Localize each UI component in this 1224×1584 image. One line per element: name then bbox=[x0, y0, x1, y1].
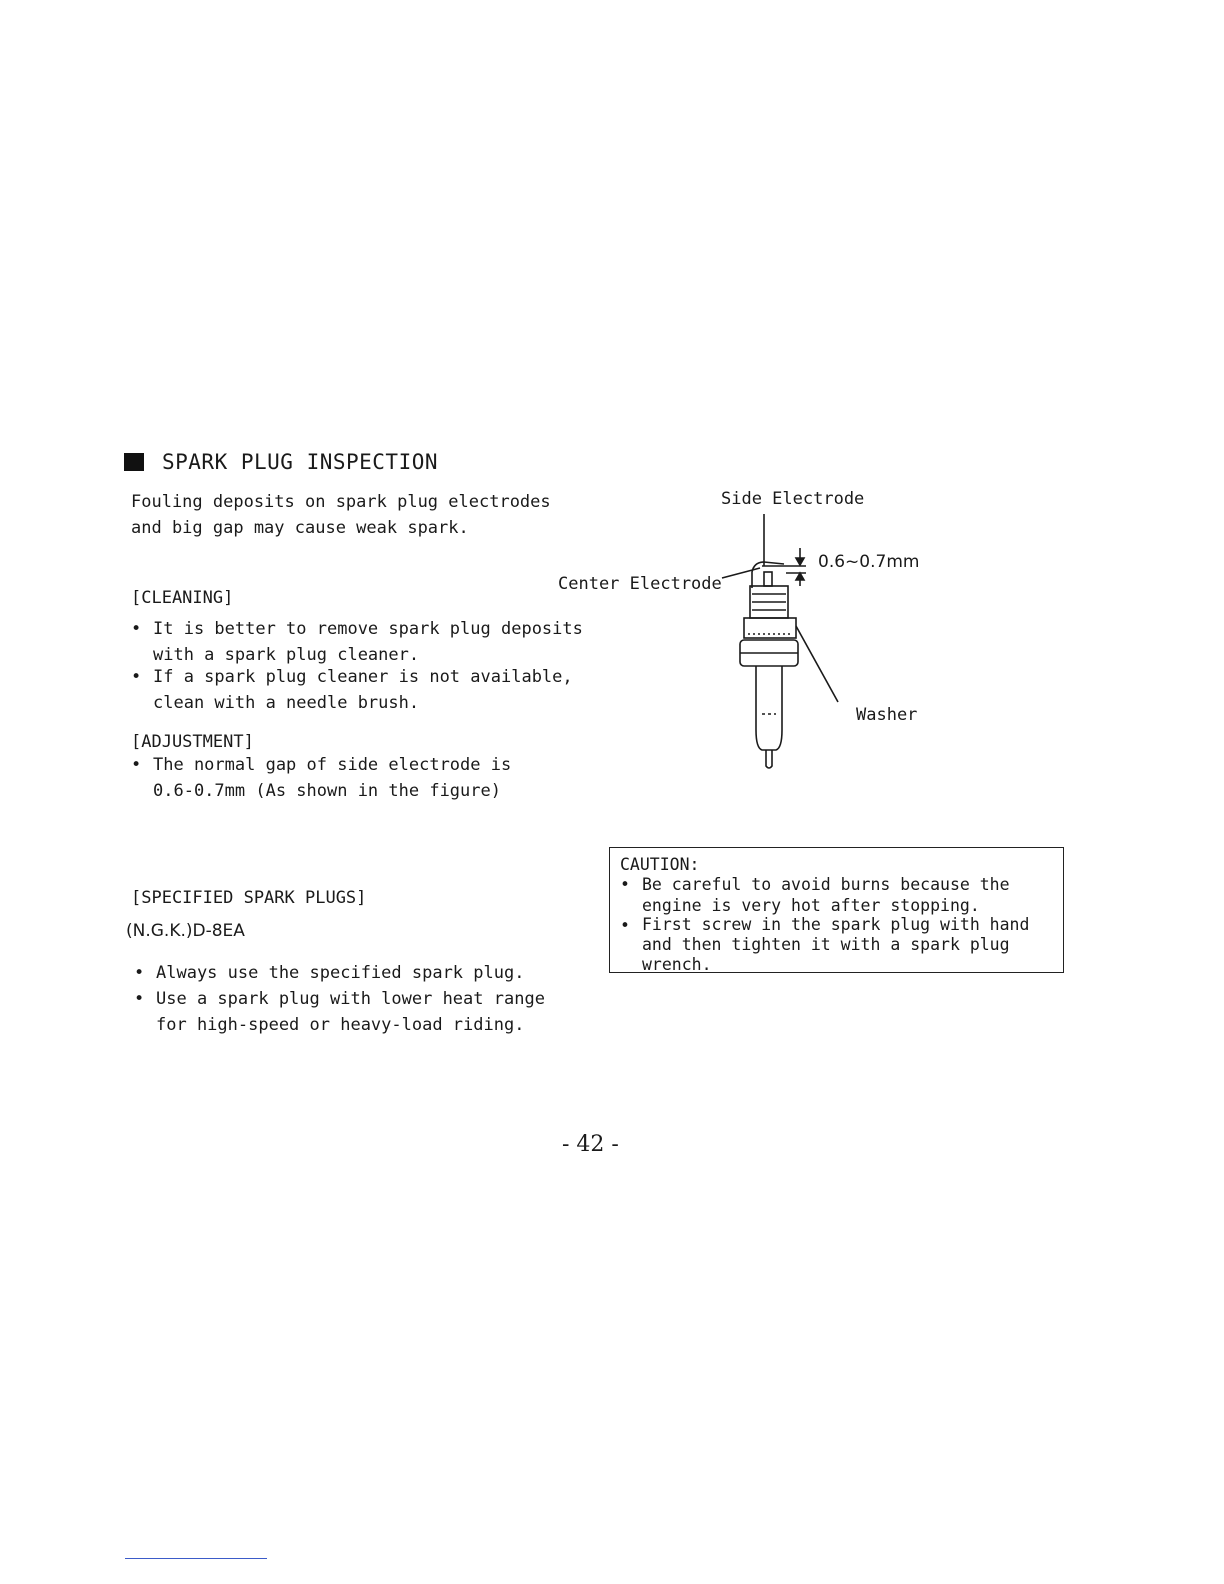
cleaning-bullet-2-line-1: If a spark plug cleaner is not available, bbox=[153, 667, 573, 687]
bullet-icon: • bbox=[134, 963, 145, 983]
washer-label: Washer bbox=[856, 705, 918, 725]
caution-bullet-2-line-3: wrench. bbox=[642, 955, 712, 974]
adjustment-title: [ADJUSTMENT] bbox=[131, 732, 254, 752]
washer-leader bbox=[796, 626, 838, 702]
specified-bullet-2-line-2: for high-speed or heavy-load riding. bbox=[156, 1015, 525, 1035]
center-electrode-leader bbox=[722, 568, 760, 578]
insulator bbox=[756, 666, 782, 750]
caution-bullet-2-line-1: First screw in the spark plug with hand bbox=[642, 915, 1030, 934]
specified-title: [SPECIFIED SPARK PLUGS] bbox=[131, 888, 367, 908]
bullet-icon: • bbox=[134, 989, 145, 1009]
washer bbox=[744, 618, 796, 638]
footer-rule bbox=[125, 1558, 267, 1559]
caution-bullet-2-line-2: and then tighten it with a spark plug bbox=[642, 935, 1010, 954]
gap-arrowhead-up bbox=[796, 573, 804, 580]
center-electrode-label: Center Electrode bbox=[558, 574, 722, 594]
page-number: - 42 - bbox=[562, 1132, 619, 1157]
cleaning-title: [CLEANING] bbox=[131, 588, 234, 608]
bullet-icon: • bbox=[620, 916, 630, 935]
gap-measurement-label: 0.6~0.7mm bbox=[818, 552, 920, 572]
gap-arrowhead-down bbox=[796, 558, 804, 565]
adjustment-line-2: 0.6-0.7mm (As shown in the figure) bbox=[153, 781, 501, 801]
side-electrode-label: Side Electrode bbox=[721, 489, 865, 509]
adjustment-line-1: The normal gap of side electrode is bbox=[153, 755, 512, 775]
specified-bullet-1-line: Always use the specified spark plug. bbox=[156, 963, 525, 983]
bullet-icon: • bbox=[620, 875, 630, 894]
caution-box bbox=[609, 847, 1064, 973]
terminal bbox=[766, 750, 772, 768]
caution-title: CAUTION: bbox=[620, 855, 700, 874]
caution-bullet-1-line-1: Be careful to avoid burns because the bbox=[642, 875, 1010, 894]
cleaning-bullet-1-line-2: with a spark plug cleaner. bbox=[153, 645, 420, 665]
spark-plug-model: (N.G.K.)D-8EA bbox=[126, 921, 245, 941]
bullet-icon: • bbox=[131, 667, 142, 687]
intro-line-1: Fouling deposits on spark plug electrodes bbox=[131, 492, 551, 512]
bullet-icon: • bbox=[131, 619, 142, 639]
cleaning-bullet-1-line-1: It is better to remove spark plug deposits bbox=[153, 619, 583, 639]
intro-line-2: and big gap may cause weak spark. bbox=[131, 518, 469, 538]
center-electrode bbox=[764, 572, 772, 586]
heading-text: SPARK PLUG INSPECTION bbox=[162, 450, 439, 474]
caution-bullet-1-line-2: engine is very hot after stopping. bbox=[642, 896, 980, 915]
cleaning-bullet-2-line-2: clean with a needle brush. bbox=[153, 693, 420, 713]
bullet-icon: • bbox=[131, 755, 142, 775]
specified-bullet-2-line-1: Use a spark plug with lower heat range bbox=[156, 989, 545, 1009]
